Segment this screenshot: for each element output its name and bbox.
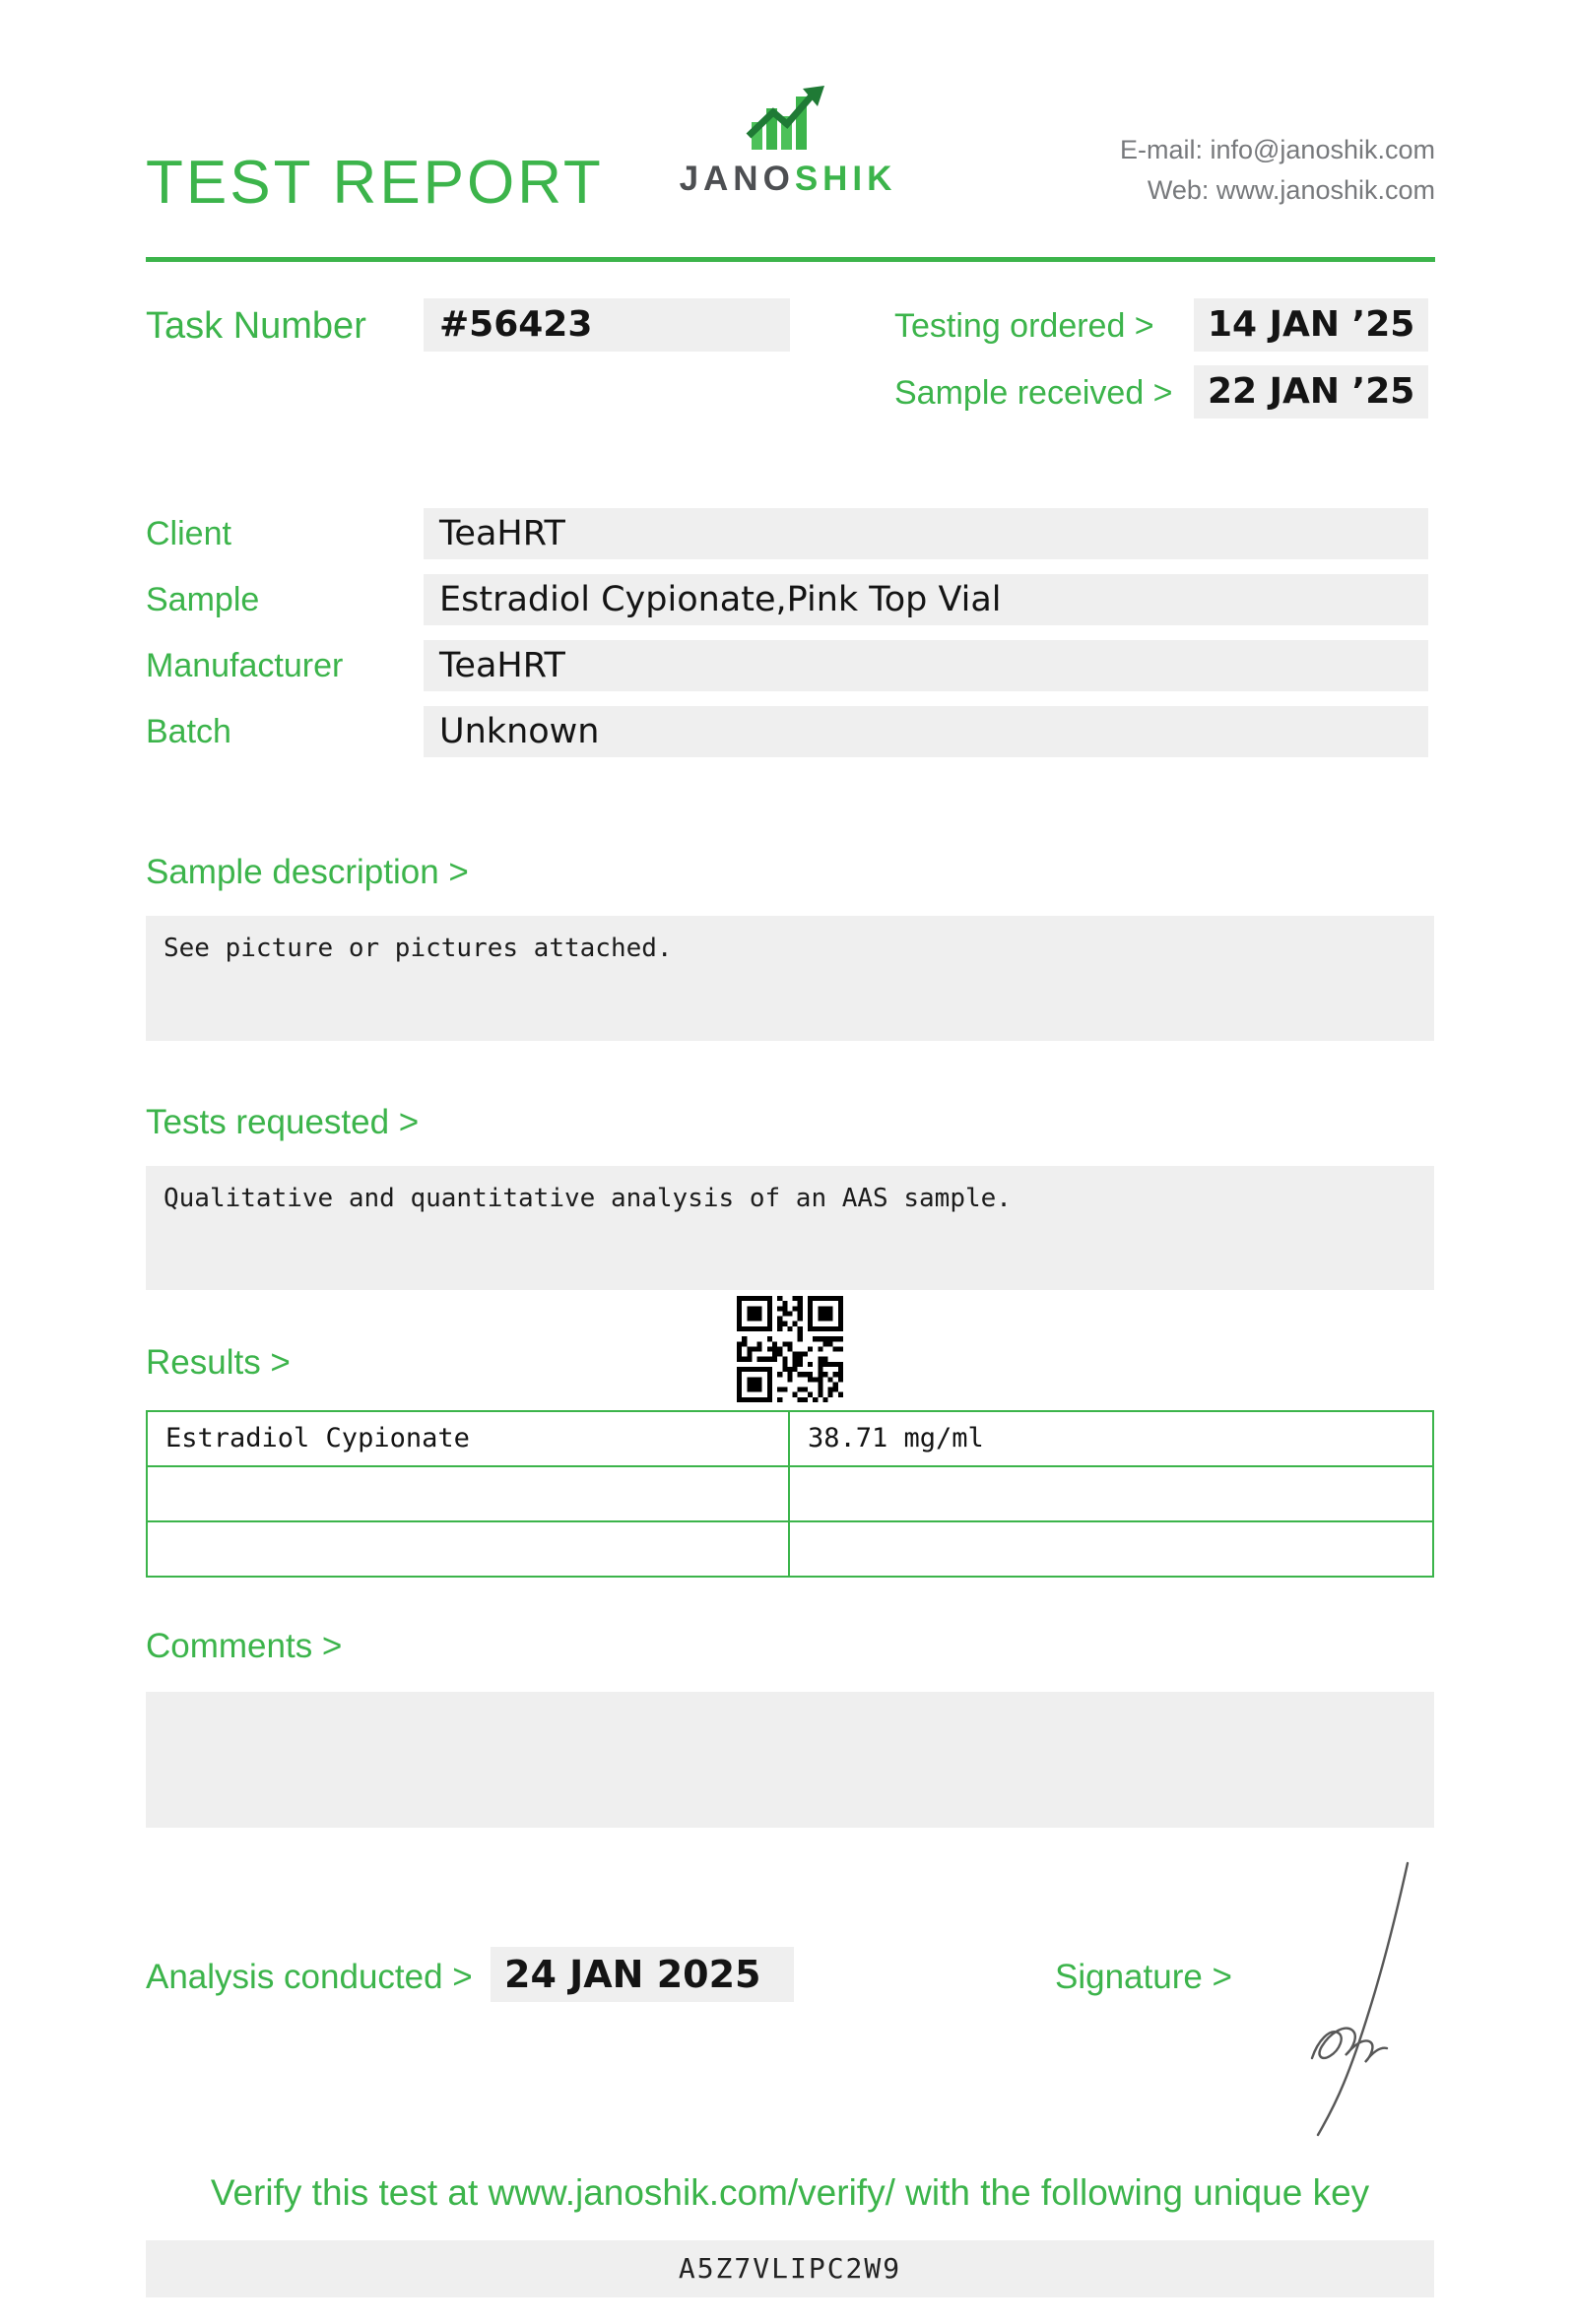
result-substance [148, 1467, 790, 1520]
sample-description-box: See picture or pictures attached. [146, 916, 1434, 1041]
result-value [790, 1522, 1432, 1576]
manufacturer-value: TeaHRT [424, 640, 1428, 691]
sample-value: Estradiol Cypionate,Pink Top Vial [424, 574, 1428, 625]
testing-ordered-value: 14 JAN ’25 [1194, 298, 1428, 352]
sample-description-label: Sample description > [146, 853, 469, 891]
manufacturer-label: Manufacturer [146, 647, 344, 684]
analysis-date-value: 24 JAN 2025 [491, 1947, 794, 2002]
signature-image [1259, 1855, 1436, 2146]
report-title: TEST REPORT [146, 149, 604, 217]
contact-info [1120, 130, 1435, 211]
result-value [790, 1467, 1432, 1520]
contact-web: Web: www.janoshik.com [1147, 175, 1435, 205]
client-label: Client [146, 515, 231, 552]
task-number-label: Task Number [146, 305, 366, 347]
contact-email: E-mail: info@janoshik.com [1119, 135, 1435, 164]
logo-text-shik: SHIK [794, 160, 897, 198]
analysis-conducted-label: Analysis conducted > [146, 1958, 473, 1996]
result-value: 38.71 mg/ml [808, 1423, 984, 1453]
tests-requested-box: Qualitative and quantitative analysis of an AAS sample. [146, 1166, 1434, 1290]
results-table-row [146, 1465, 1434, 1522]
comments-label: Comments > [146, 1627, 343, 1665]
logo-text-jano: JANO [679, 160, 795, 198]
sample-label: Sample [146, 581, 260, 618]
signature-label: Signature > [1055, 1958, 1232, 1996]
result-substance: Estradiol Cypionate [148, 1412, 790, 1465]
header-divider [146, 257, 1435, 262]
batch-label: Batch [146, 713, 231, 750]
verify-key: A5Z7VLIPC2W9 [146, 2240, 1434, 2297]
testing-ordered-label: Testing ordered > [894, 307, 1154, 345]
batch-value: Unknown [424, 706, 1428, 757]
qr-code [737, 1296, 843, 1402]
janoshik-logo [679, 85, 897, 199]
result-substance [148, 1522, 790, 1576]
results-table-row [146, 1520, 1434, 1578]
client-value: TeaHRT [424, 508, 1428, 559]
results-table-row [146, 1410, 1434, 1467]
tests-requested-label: Tests requested > [146, 1103, 420, 1141]
logo-chart-icon [746, 85, 830, 154]
sample-received-value: 22 JAN ’25 [1194, 365, 1428, 419]
sample-received-label: Sample received > [894, 374, 1173, 412]
task-number-value: #56423 [424, 298, 790, 352]
verify-instruction: Verify this test at www.janoshik.com/verify/ with the following unique key [210, 2172, 1370, 2213]
logo-wordmark [679, 160, 897, 199]
results-label: Results > [146, 1343, 291, 1382]
comments-box [146, 1692, 1434, 1828]
results-table [146, 1410, 1434, 1578]
